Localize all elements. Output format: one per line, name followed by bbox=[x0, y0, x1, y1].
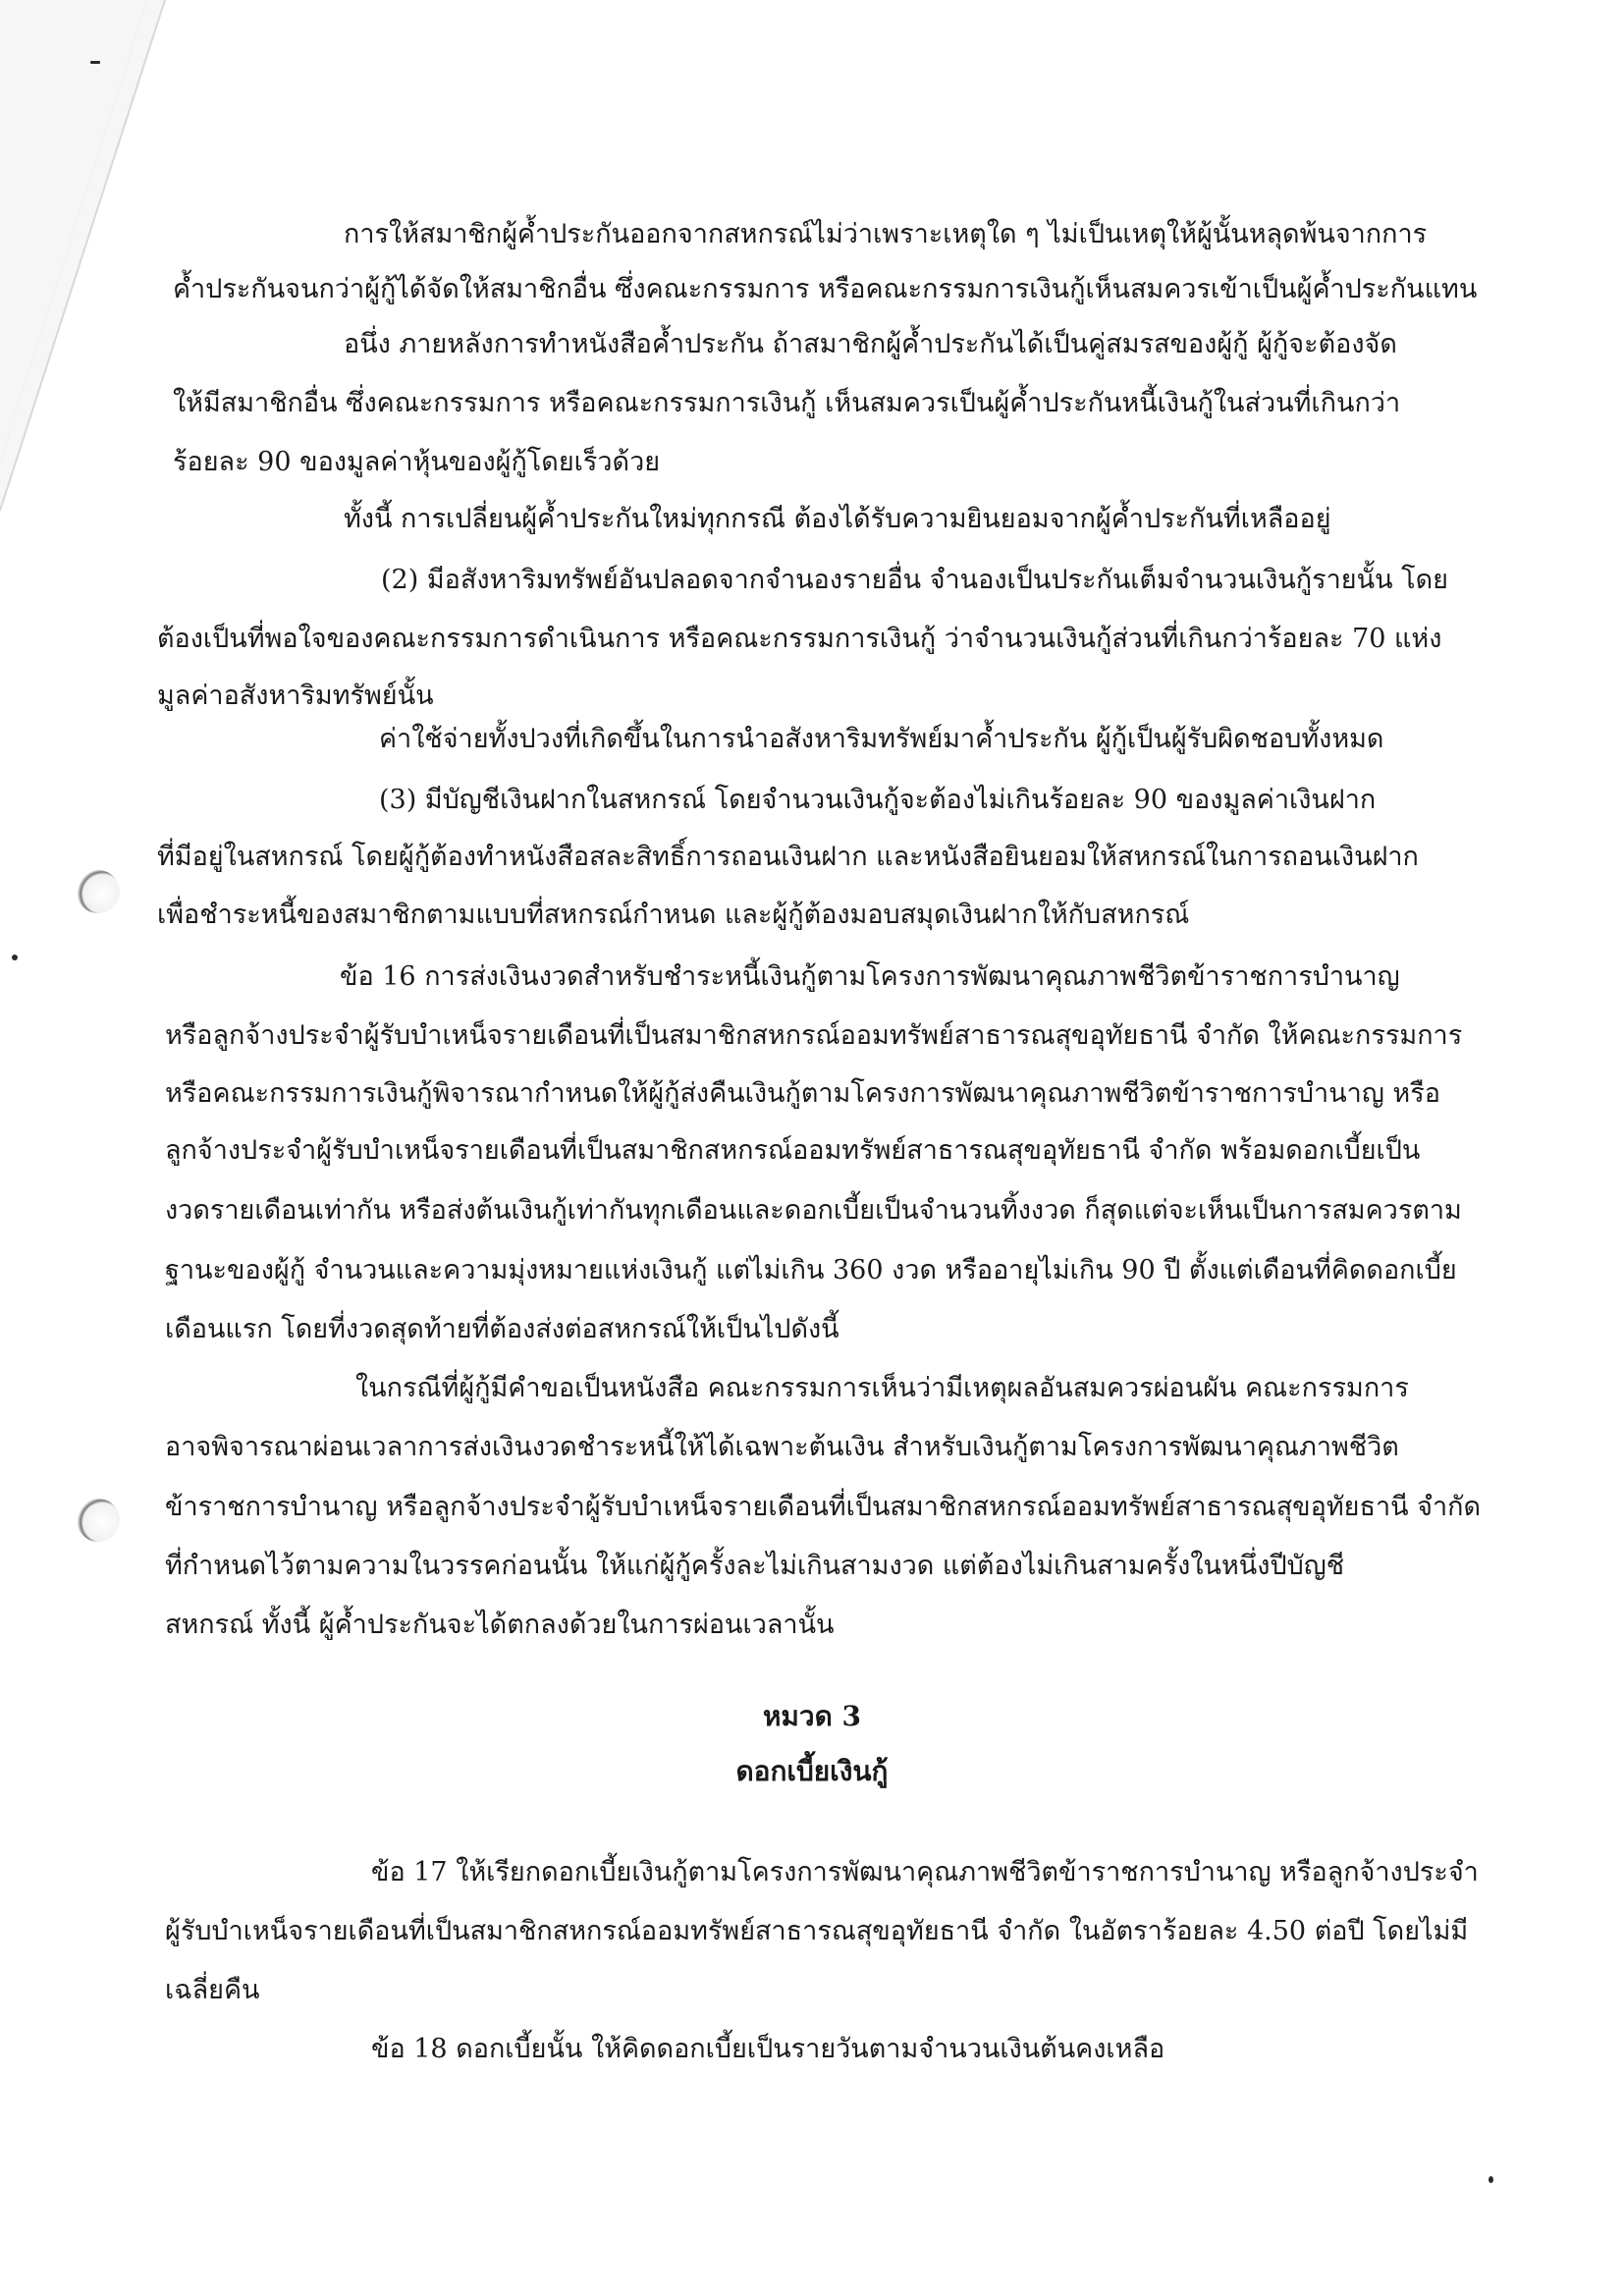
text-line: ที่มีอยู่ในสหกรณ์ โดยผู้กู้ต้องทำหนังสือสละสิทธิ์การถอนเงินฝาก และหนังสือยินยอมให้สหกรณ์ในการถอนเงินฝาก bbox=[157, 842, 1419, 872]
scan-speck bbox=[90, 61, 100, 64]
text-line: หรือลูกจ้างประจำผู้รับบำเหน็จรายเดือนที่เป็นสมาชิกสหกรณ์ออมทรัพย์สาธารณสุขอุทัยธานี จำกัด ให้คณะกรรมการ bbox=[165, 1020, 1463, 1051]
text-line: ข้อ 18 ดอกเบี้ยนั้น ให้คิดดอกเบี้ยเป็นรายวันตามจำนวนเงินต้นคงเหลือ bbox=[371, 2034, 1165, 2064]
text-line: ข้าราชการบำนาญ หรือลูกจ้างประจำผู้รับบำเหน็จรายเดือนที่เป็นสมาชิกสหกรณ์ออมทรัพย์สาธารณสุขอุทัยธานี จำกัด bbox=[165, 1492, 1482, 1522]
text-line: งวดรายเดือนเท่ากัน หรือส่งต้นเงินกู้เท่ากันทุกเดือนและดอกเบี้ยเป็นจำนวนทิ้งงวด ก็สุดแต่จะเห็นเป็นการสมควรตาม bbox=[165, 1195, 1462, 1226]
text-line: อนึ่ง ภายหลังการทำหนังสือค้ำประกัน ถ้าสมาชิกผู้ค้ำประกันได้เป็นคู่สมรสของผู้กู้ ผู้กู้จะต้องจัด bbox=[344, 329, 1397, 359]
text-line: ในกรณีที่ผู้กู้มีคำขอเป็นหนังสือ คณะกรรมการเห็นว่ามีเหตุผลอันสมควรผ่อนผัน คณะกรรมการ bbox=[355, 1373, 1409, 1403]
scan-speck bbox=[12, 955, 18, 960]
text-line: เฉลี่ยคืน bbox=[165, 1975, 260, 2005]
text-line: ต้องเป็นที่พอใจของคณะกรรมการดำเนินการ หรือคณะกรรมการเงินกู้ ว่าจำนวนเงินกู้ส่วนที่เกินกว่าร้อยละ 70 แห่ง bbox=[157, 624, 1442, 654]
text-line: ให้มีสมาชิกอื่น ซึ่งคณะกรรมการ หรือคณะกรรมการเงินกู้ เห็นสมควรเป็นผู้ค้ำประกันหนี้เงินกู้ในส่วนที่เกินกว่า bbox=[173, 388, 1401, 418]
scan-speck bbox=[1489, 2176, 1493, 2183]
text-line: อาจพิจารณาผ่อนเวลาการส่งเงินงวดชำระหนี้ให้ได้เฉพาะต้นเงิน สำหรับเงินกู้ตามโครงการพัฒนาคุณภาพชีวิต bbox=[165, 1432, 1399, 1462]
text-line: มูลค่าอสังหาริมทรัพย์นั้น bbox=[157, 681, 434, 711]
text-line: (2) มีอสังหาริมทรัพย์อันปลอดจากจำนองรายอื่น จำนองเป็นประกันเต็มจำนวนเงินกู้รายนั้น โดย bbox=[381, 565, 1448, 595]
text-line: ลูกจ้างประจำผู้รับบำเหน็จรายเดือนที่เป็นสมาชิกสหกรณ์ออมทรัพย์สาธารณสุขอุทัยธานี จำกัด พร้อมดอกเบี้ยเป็น bbox=[165, 1135, 1421, 1166]
text-line: ที่กำหนดไว้ตามความในวรรคก่อนนั้น ให้แก่ผู้กู้ครั้งละไม่เกินสามงวด แต่ต้องไม่เกินสามครั้งในหนึ่งปีบัญชี bbox=[165, 1551, 1345, 1581]
chapter-heading: หมวด 3 bbox=[762, 1700, 862, 1732]
chapter-title: ดอกเบี้ยเงินกู้ bbox=[735, 1755, 889, 1787]
text-line: ร้อยละ 90 ของมูลค่าหุ้นของผู้กู้โดยเร็วด้วย bbox=[173, 447, 661, 477]
text-line: ค้ำประกันจนกว่าผู้กู้ได้จัดให้สมาชิกอื่น ซึ่งคณะกรรมการ หรือคณะกรรมการเงินกู้เห็นสมควรเข้าเป็นผู้ค้ำประกันแทน bbox=[173, 274, 1478, 304]
text-line: สหกรณ์ ทั้งนี้ ผู้ค้ำประกันจะได้ตกลงด้วยในการผ่อนเวลานั้น bbox=[165, 1610, 835, 1640]
text-line: เดือนแรก โดยที่งวดสุดท้ายที่ต้องส่งต่อสหกรณ์ให้เป็นไปดังนี้ bbox=[165, 1314, 839, 1344]
text-line: เพื่อชำระหนี้ของสมาชิกตามแบบที่สหกรณ์กำหนด และผู้กู้ต้องมอบสมุดเงินฝากให้กับสหกรณ์ bbox=[157, 900, 1190, 930]
text-line: ค่าใช้จ่ายทั้งปวงที่เกิดขึ้นในการนำอสังหาริมทรัพย์มาค้ำประกัน ผู้กู้เป็นผู้รับผิดชอบทั้งหมด bbox=[379, 724, 1384, 754]
punch-hole bbox=[77, 1499, 120, 1542]
text-line: ฐานะของผู้กู้ จำนวนและความมุ่งหมายแห่งเงินกู้ แต่ไม่เกิน 360 งวด หรืออายุไม่เกิน 90 ปี ตั้งแต่เดือนที่คิดดอกเบี้ย bbox=[165, 1255, 1457, 1285]
text-line: ข้อ 16 การส่งเงินงวดสำหรับชำระหนี้เงินกู้ตามโครงการพัฒนาคุณภาพชีวิตข้าราชการบำนาญ bbox=[340, 961, 1400, 992]
text-line: การให้สมาชิกผู้ค้ำประกันออกจากสหกรณ์ไม่ว่าเพราะเหตุใด ๆ ไม่เป็นเหตุให้ผู้นั้นหลุดพ้นจากการ bbox=[344, 219, 1428, 249]
text-line: ผู้รับบำเหน็จรายเดือนที่เป็นสมาชิกสหกรณ์ออมทรัพย์สาธารณสุขอุทัยธานี จำกัด ในอัตราร้อยละ 4.50 ต่อปี โดยไม่มี bbox=[165, 1916, 1469, 1946]
text-line: ข้อ 17 ให้เรียกดอกเบี้ยเงินกู้ตามโครงการพัฒนาคุณภาพชีวิตข้าราชการบำนาญ หรือลูกจ้างประจำ bbox=[371, 1857, 1479, 1887]
text-line: ทั้งนี้ การเปลี่ยนผู้ค้ำประกันใหม่ทุกกรณี ต้องได้รับความยินยอมจากผู้ค้ำประกันที่เหลืออยู่ bbox=[344, 504, 1331, 534]
text-line: หรือคณะกรรมการเงินกู้พิจารณากำหนดให้ผู้กู้ส่งคืนเงินกู้ตามโครงการพัฒนาคุณภาพชีวิตข้าราชการบำนาญ หรือ bbox=[165, 1078, 1440, 1109]
text-line: (3) มีบัญชีเงินฝากในสหกรณ์ โดยจำนวนเงินกู้จะต้องไม่เกินร้อยละ 90 ของมูลค่าเงินฝาก bbox=[379, 785, 1377, 815]
punch-hole bbox=[77, 870, 120, 913]
